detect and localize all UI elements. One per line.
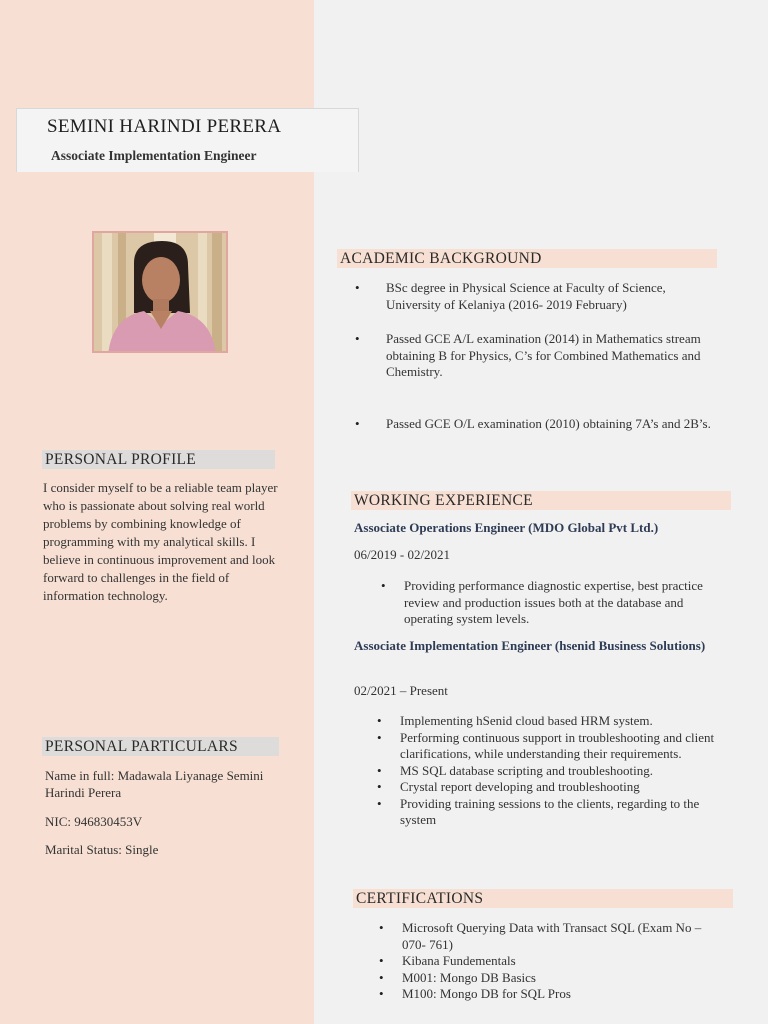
profile-photo	[92, 231, 228, 353]
job-duties-list	[400, 713, 728, 829]
certification-item: • Microsoft Querying Data with Transact SQL (Exam No – 070- 761)	[402, 920, 727, 953]
job-duty-item: • Performing continuous support in troubleshooting and client clarifications, while understanding their requirements.	[400, 730, 728, 763]
job-duties-list	[404, 578, 709, 628]
job-dates: 06/2019 - 02/2021	[354, 547, 451, 562]
academic-item: • Passed GCE O/L examination (2010) obtaining 7A’s and 2B’s.	[386, 416, 711, 433]
academic-heading: ACADEMIC BACKGROUND	[337, 249, 717, 268]
job-duty-item: • MS SQL database scripting and troubleshooting.	[400, 763, 728, 780]
marital-status-text: Marital Status: Single	[45, 842, 159, 857]
nic-text: NIC: 946830453V	[45, 814, 143, 829]
job-duty-item: • Providing training sessions to the clients, regarding to the system	[400, 796, 728, 829]
job-title: Associate Implementation Engineer (hsenid Business Solutions)	[354, 638, 706, 653]
certification-item: • Kibana Fundementals	[402, 953, 727, 970]
certifications-heading: CERTIFICATIONS	[353, 889, 733, 908]
certification-item: • M001: Mongo DB Basics	[402, 970, 727, 987]
right-column	[314, 0, 768, 1024]
academic-item: • Passed GCE A/L examination (2014) in Mathematics stream obtaining B for Physics, C’s for Combined Mathematics and Chemistry.	[386, 331, 711, 381]
job-duty-item: • Implementing hSenid cloud based HRM system.	[400, 713, 728, 730]
candidate-title: Associate Implementation Engineer	[51, 148, 257, 163]
personal-particulars-heading: PERSONAL PARTICULARS	[42, 737, 279, 756]
candidate-name: SEMINI HARINDI PERERA	[47, 116, 282, 137]
full-name-text: Name in full: Madawala Liyanage Semini Harindi Perera	[45, 768, 264, 800]
certifications-list	[402, 920, 727, 1003]
name-header	[16, 108, 359, 172]
profile-photo-image	[94, 233, 228, 353]
personal-profile-heading: PERSONAL PROFILE	[42, 450, 275, 469]
job-duty-item: • Providing performance diagnostic expertise, best practice review and production issues both at the database and operating system levels.	[404, 578, 709, 628]
experience-heading: WORKING EXPERIENCE	[351, 491, 731, 510]
certification-item: • M100: Mongo DB for SQL Pros	[402, 986, 727, 1003]
job-duty-item: • Crystal report developing and troubleshooting	[400, 779, 728, 796]
job-dates: 02/2021 – Present	[354, 683, 448, 698]
job-title: Associate Operations Engineer (MDO Global Pvt Ltd.)	[354, 520, 659, 535]
academic-item: • BSc degree in Physical Science at Faculty of Science, University of Kelaniya (2016- 2019 February)	[386, 280, 711, 313]
personal-profile-text: I consider myself to be a reliable team player who is passionate about solving real world problems by combining knowledge of programming with my analytical skills. I believe in continuous improvement and look forward to challenges in the field of information technology.	[43, 480, 278, 603]
